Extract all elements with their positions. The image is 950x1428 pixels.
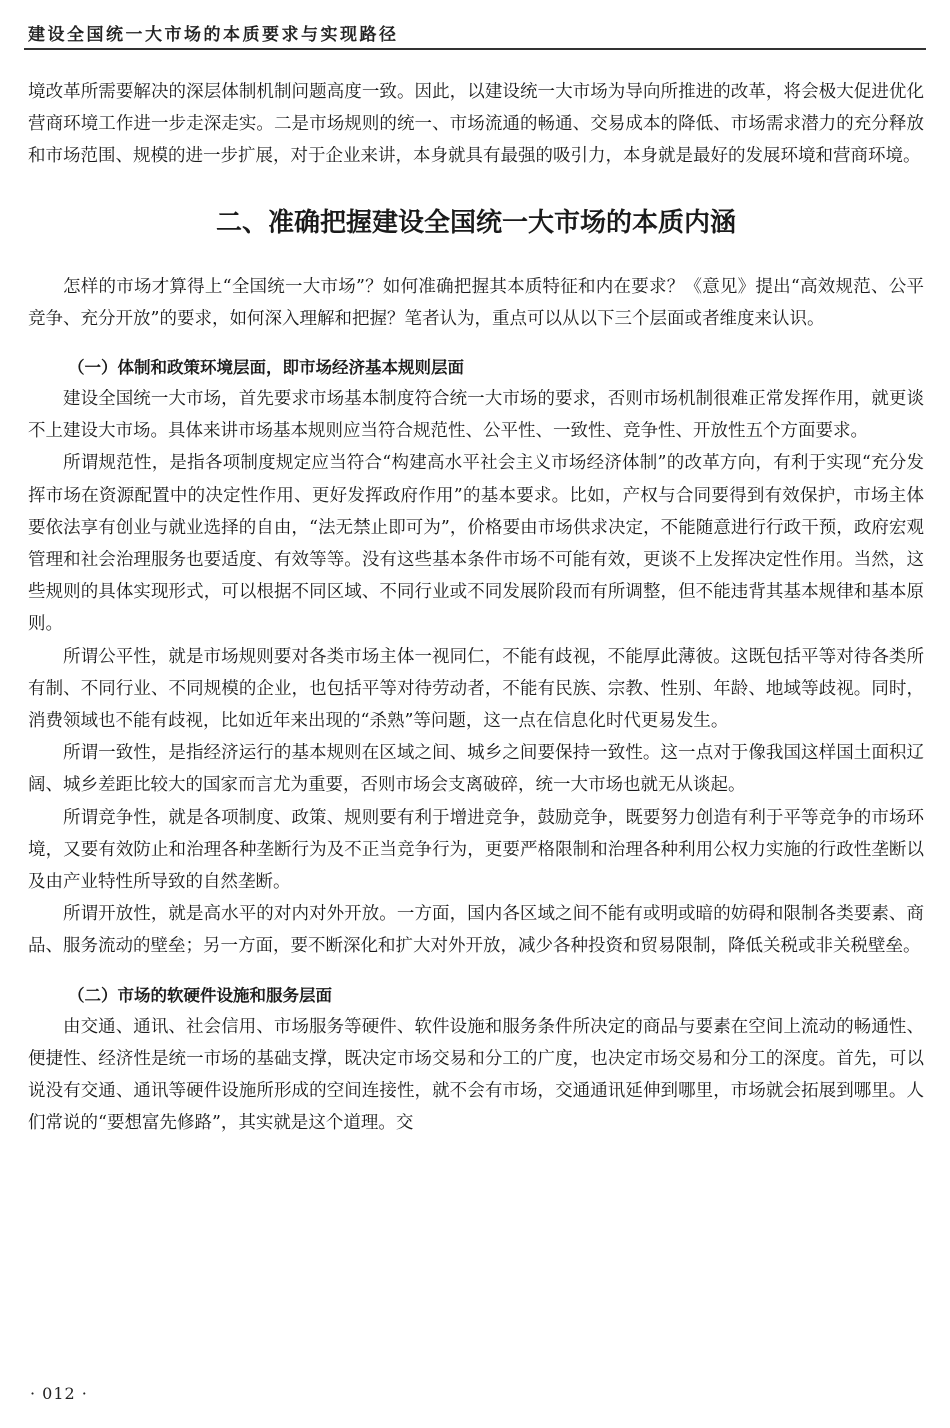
paragraph: 所谓一致性，是指经济运行的基本规则在区域之间、城乡之间要保持一致性。这一点对于像我国这样国土面积辽阔、城乡差距比较大的国家而言尤为重要，否则市场会支离破碎，统一大市场也就无从谈起。 <box>28 743 924 796</box>
subsection-title-2: （二）市场的软硬件设施和服务层面 <box>68 985 332 1005</box>
intro-paragraph: 境改革所需要解决的深层体制机制问题高度一致。因此，以建设统一大市场为导向所推进的改革，将会极大促进优化营商环境工作进一步走深走实。二是市场规则的统一、市场流通的畅通、交易成本的降低、市场需求潜力的充分释放和市场范围、规模的进一步扩展，对于企业来讲，本身就具有最强的吸引力，本身就是最好的发展环境和营商环境。 <box>28 82 924 167</box>
subsection-title-1: （一）体制和政策环境层面，即市场经济基本规则层面 <box>68 358 464 378</box>
paragraph: 所谓规范性，是指各项制度规定应当符合“构建高水平社会主义市场经济体制”的改革方向，有利于实现“充分发挥市场在资源配置中的决定性作用、更好发挥政府作用”的基本要求。比如，产权与合同要得到有效保护，市场主体要依法享有创业与就业选择的自由，“法无禁止即可为”，价格要由市场供求决定，不能随意进行行政干预，政府宏观管理和社会治理服务也要适度、有效等等。没有这些基本条件市场不可能有效，更谈不上发挥决定性作用。当然，这些规则的具体实现形式，可以根据不同区域、不同行业或不同发展阶段而有所调整，但不能违背其基本规律和基本原则。 <box>28 453 924 635</box>
page-body <box>28 76 924 1139</box>
paragraph: 所谓开放性，就是高水平的对内对外开放。一方面，国内各区域之间不能有或明或暗的妨碍和限制各类要素、商品、服务流动的壁垒；另一方面，要不断深化和扩大对外开放，减少各种投资和贸易限制，降低关税或非关税壁垒。 <box>28 904 924 957</box>
section-title: 二、准确把握建设全国统一大市场的本质内涵 <box>215 207 736 238</box>
paragraph: 所谓竞争性，就是各项制度、政策、规则要有利于增进竞争，鼓励竞争，既要努力创造有利于平等竞争的市场环境，又要有效防止和治理各种垄断行为及不正当竞争行为，更要严格限制和治理各种利用公权力实施的行政性垄断以及由产业特性所导致的自然垄断。 <box>28 807 924 893</box>
paragraph: 建设全国统一大市场，首先要求市场基本制度符合统一大市场的要求，否则市场机制很难正常发挥作用，就更谈不上建设大市场。具体来讲市场基本规则应当符合规范性、公平性、一致性、竞争性、开放性五个方面要求。 <box>28 389 924 442</box>
running-header: 建设全国统一大市场的本质要求与实现路径 <box>28 25 399 45</box>
paragraph: 由交通、通讯、社会信用、市场服务等硬件、软件设施和服务条件所决定的商品与要素在空间上流动的畅通性、便捷性、经济性是统一市场的基础支撑，既决定市场交易和分工的广度，也决定市场交易和分工的深度。首先，可以说没有交通、通讯等硬件设施所形成的空间连接性，就不会有市场，交通通讯延伸到哪里，市场就会拓展到哪里。人们常说的“要想富先修路”，其实就是这个道理。交 <box>28 1016 924 1134</box>
section-intro-paragraph: 怎样的市场才算得上“全国统一大市场”？如何准确把握其本质特征和内在要求？《意见》提出“高效规范、公平竞争、充分开放”的要求，如何深入理解和把握？笔者认为，重点可以从以下三个层面或者维度来认识。 <box>28 276 924 329</box>
page-number: · 012 · <box>30 1384 88 1403</box>
header-rule <box>24 48 926 50</box>
paragraph: 所谓公平性，就是市场规则要对各类市场主体一视同仁，不能有歧视，不能厚此薄彼。这既包括平等对待各类所有制、不同行业、不同规模的企业，也包括平等对待劳动者，不能有民族、宗教、性别、年龄、地域等歧视。同时，消费领域也不能有歧视，比如近年来出现的“杀熟”等问题，这一点在信息化时代更易发生。 <box>28 646 924 732</box>
